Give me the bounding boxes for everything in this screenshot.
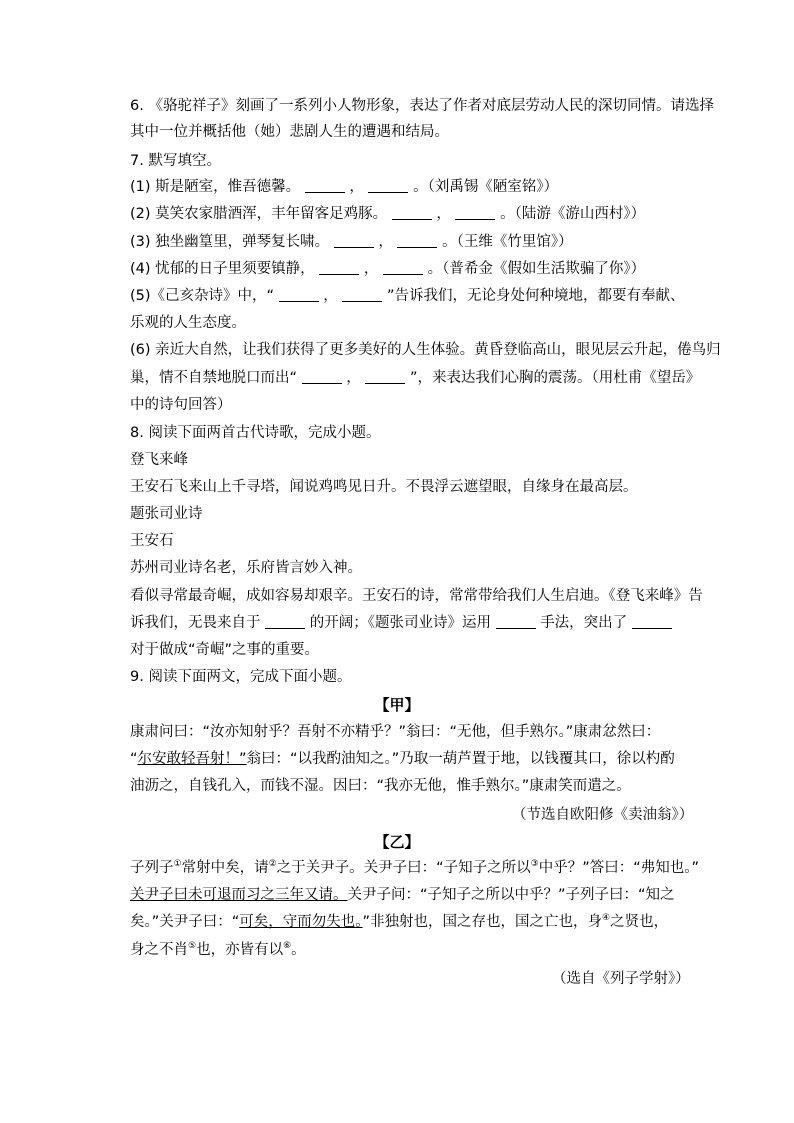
poem-1-text: 王安石飞来山上千寻塔，闻说鸡鸣见日升。不畏浮云遮望眼，自缘身在最高层。 (130, 479, 638, 495)
answer-blank[interactable] (279, 287, 319, 302)
q8-question-cont: 对于做成“奇崛”之事的重要。 (130, 642, 320, 658)
passage-yi-heading: 【乙】 (374, 833, 420, 851)
answer-blank[interactable] (365, 369, 405, 384)
answer-blank[interactable] (334, 233, 374, 248)
footnote-marker: ⑥ (283, 941, 292, 952)
q7-item-6: (6) 亲近大自然，让我们获得了更多美好的人生体验。黄昏登临高山，眼见层云升起，倦鸟归 (130, 342, 721, 358)
q7-item-4-text: (4) 忧郁的日子里须要镇静， (130, 261, 315, 277)
passage-jia-heading: 【甲】 (374, 696, 420, 714)
jia-line-3: 油沥之，自钱孔入，而钱不湿。因曰：“我亦无他，惟手熟尔。”康肃笑而遣之。 (130, 778, 631, 794)
answer-blank[interactable] (302, 369, 342, 384)
answer-blank[interactable] (455, 205, 495, 220)
answer-blank[interactable] (265, 614, 305, 629)
answer-blank[interactable] (319, 260, 359, 275)
footnote-marker: ② (268, 859, 277, 870)
footnote-marker: ⑤ (188, 941, 197, 952)
q7-title: 7. 默写填空。 (130, 153, 221, 169)
answer-blank[interactable] (392, 205, 432, 220)
q8-question: 诉我们，无畏来自于 的开阔；《题张司业诗》运用 手法，突出了 (130, 613, 672, 633)
yi-line-4: 身之不肖⑤也，亦皆有以⑥。 (130, 941, 306, 958)
poem-1-title: 登飞来峰 (130, 452, 188, 468)
answer-blank[interactable] (383, 260, 423, 275)
yi-line-1: 子列子①常射中矣，请②之于关尹子。关尹子曰：“子知子之所以③中乎？”答曰：“弗知也。” (130, 859, 700, 876)
jia-line-2: “尔安敢轻吾射！”翁曰：“以我酌油知之。”乃取一葫芦置于地，以钱覆其口，徐以杓酌 (130, 751, 675, 767)
jia-source: （节选自欧阳修《卖油翁》） (512, 807, 694, 823)
footnote-marker: ④ (602, 913, 611, 924)
q7-item-5-text: (5)《己亥杂诗》中，“ (130, 288, 275, 304)
underlined-sentence: 关尹子曰未可退而习之三年又请。 (130, 887, 348, 903)
answer-blank[interactable] (496, 614, 536, 629)
answer-blank[interactable] (397, 233, 437, 248)
q7-item-5: (5)《己亥杂诗》中，“ ， ”告诉我们，无论身处何种境地，都要有奉献、 (130, 288, 685, 304)
yi-line-2: 关尹子曰未可退而习之三年又请。关尹子问：“子知子之所以中乎？”子列子曰：“知之 (130, 887, 675, 903)
answer-blank[interactable] (632, 614, 672, 629)
q8-title: 8. 阅读下面两首古代诗歌，完成小题。 (130, 425, 381, 441)
underlined-sentence: 可矣，守而勿失也。 (239, 914, 363, 930)
q6-line-1: 6. 《骆驼祥子》刻画了一系列小人物形象，表达了作者对底层劳动人民的深切同情。请选择 (130, 98, 714, 114)
poem-2-text: 苏州司业诗名老，乐府皆言妙入神。 (130, 560, 362, 576)
yi-line-3: 矣。”关尹子曰：“可矣，守而勿失也。”非独射也，国之存也，国之亡也，身④之贤也， (130, 913, 669, 930)
jia-line-1: 康肃问曰：“汝亦知射乎？吾射不亦精乎？”翁曰：“无他，但手熟尔。”康肃忿然曰： (130, 724, 661, 740)
answer-blank[interactable] (342, 287, 382, 302)
q7-item-1: (1) 斯是陋室，惟吾德馨。 ， 。（刘禹锡《陋室铭》） (130, 179, 559, 195)
poem-2-title: 题张司业诗 (130, 506, 203, 522)
answer-blank[interactable] (305, 178, 345, 193)
underlined-sentence: 尔安敢轻吾射！” (137, 751, 247, 767)
footnote-marker: ③ (530, 859, 539, 870)
q7-item-3: (3) 独坐幽篁里，弹琴复长啸。 ， 。（王维《竹里馆》） (130, 234, 573, 250)
q7-item-4: (4) 忧郁的日子里须要镇静， ， 。（普希金《假如生活欺骗了你》） (130, 261, 646, 277)
yi-source: （选自《列子学射》） (552, 971, 690, 987)
q7-item-2: (2) 莫笑农家腊酒浑，丰年留客足鸡豚。 ， 。（陆游《游山西村》） (130, 206, 646, 222)
q7-item-6-cont: 巢，情不自禁地脱口而出“ ， ”，来表达我们心胸的震荡。（用杜甫《望岳》 (130, 370, 701, 386)
answer-blank[interactable] (368, 178, 408, 193)
q7-item-3-text: (3) 独坐幽篁里，弹琴复长啸。 (130, 234, 330, 250)
q7-item-6-end: 中的诗句回答） (130, 397, 232, 413)
poem-2-author: 王安石 (130, 533, 174, 549)
q7-item-1-text: (1) 斯是陋室，惟吾德馨。 (130, 179, 301, 195)
q6-line-2: 其中一位并概括他（她）悲剧人生的遭遇和结局。 (130, 124, 449, 140)
q9-title: 9. 阅读下面两文，完成下面小题。 (130, 669, 352, 685)
footnote-marker: ① (173, 859, 182, 870)
poem-2-text-2: 看似寻常最奇崛，成如容易却艰辛。王安石的诗，常常带给我们人生启迪。《登飞来峰》告 (130, 588, 703, 604)
q7-item-5-cont: 乐观的人生态度。 (130, 315, 246, 331)
q7-item-2-text: (2) 莫笑农家腊酒浑，丰年留客足鸡豚。 (130, 206, 388, 222)
